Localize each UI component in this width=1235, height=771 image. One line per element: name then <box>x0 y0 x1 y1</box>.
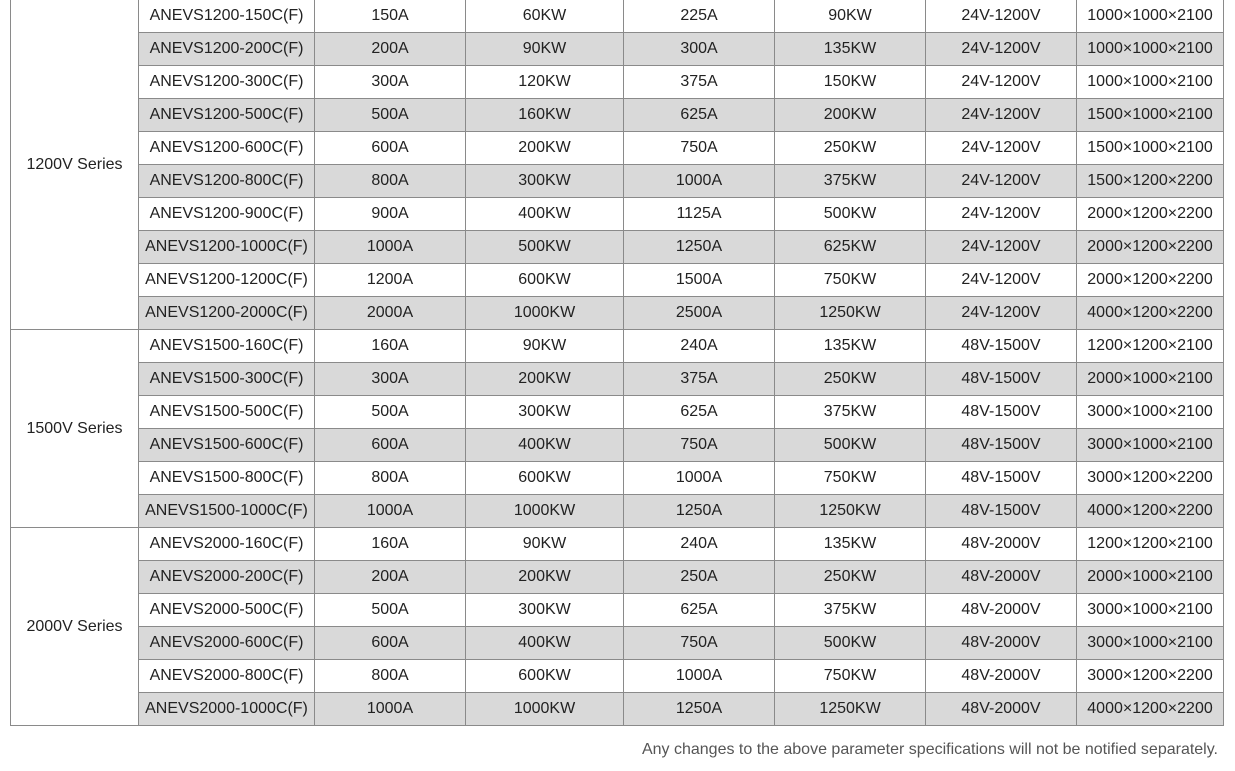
cell-current-b: 1250A <box>624 693 775 726</box>
cell-model: ANEVS1200-1200C(F) <box>139 264 315 297</box>
cell-model: ANEVS1500-600C(F) <box>139 429 315 462</box>
cell-model: ANEVS1200-800C(F) <box>139 165 315 198</box>
cell-current-b: 300A <box>624 33 775 66</box>
table-row <box>11 0 1224 33</box>
cell-voltage-range: 24V-1200V <box>926 264 1077 297</box>
series-label: 1200V Series <box>11 0 139 330</box>
cell-power-b: 500KW <box>775 627 926 660</box>
cell-model: ANEVS2000-1000C(F) <box>139 693 315 726</box>
cell-voltage-range: 24V-1200V <box>926 99 1077 132</box>
cell-voltage-range: 48V-1500V <box>926 330 1077 363</box>
cell-power-a: 400KW <box>466 627 624 660</box>
cell-current-a: 500A <box>315 594 466 627</box>
table-row <box>11 264 1224 297</box>
cell-dimensions: 4000×1200×2200 <box>1077 297 1224 330</box>
cell-power-a: 300KW <box>466 594 624 627</box>
cell-current-b: 750A <box>624 132 775 165</box>
table-row <box>11 495 1224 528</box>
cell-current-a: 1000A <box>315 495 466 528</box>
cell-dimensions: 1000×1000×2100 <box>1077 33 1224 66</box>
cell-dimensions: 1200×1200×2100 <box>1077 330 1224 363</box>
cell-voltage-range: 24V-1200V <box>926 0 1077 33</box>
cell-current-a: 160A <box>315 330 466 363</box>
cell-power-b: 500KW <box>775 429 926 462</box>
cell-current-b: 1000A <box>624 462 775 495</box>
cell-power-a: 90KW <box>466 330 624 363</box>
cell-model: ANEVS1500-500C(F) <box>139 396 315 429</box>
cell-power-a: 1000KW <box>466 495 624 528</box>
cell-current-a: 1200A <box>315 264 466 297</box>
cell-power-a: 600KW <box>466 264 624 297</box>
cell-current-b: 375A <box>624 363 775 396</box>
cell-power-a: 200KW <box>466 561 624 594</box>
cell-dimensions: 3000×1000×2100 <box>1077 429 1224 462</box>
table-row <box>11 660 1224 693</box>
cell-model: ANEVS2000-500C(F) <box>139 594 315 627</box>
table-row <box>11 330 1224 363</box>
cell-dimensions: 3000×1200×2200 <box>1077 462 1224 495</box>
cell-voltage-range: 48V-1500V <box>926 462 1077 495</box>
cell-current-b: 1500A <box>624 264 775 297</box>
cell-dimensions: 2000×1200×2200 <box>1077 231 1224 264</box>
cell-current-b: 750A <box>624 627 775 660</box>
table-row <box>11 99 1224 132</box>
cell-power-a: 400KW <box>466 429 624 462</box>
cell-power-b: 625KW <box>775 231 926 264</box>
spec-table-body <box>11 0 1224 726</box>
cell-model: ANEVS1200-1000C(F) <box>139 231 315 264</box>
spec-table <box>10 0 1224 726</box>
cell-voltage-range: 48V-1500V <box>926 396 1077 429</box>
table-row <box>11 132 1224 165</box>
cell-power-b: 500KW <box>775 198 926 231</box>
cell-current-b: 1125A <box>624 198 775 231</box>
cell-current-a: 500A <box>315 99 466 132</box>
cell-power-a: 90KW <box>466 528 624 561</box>
table-row <box>11 693 1224 726</box>
cell-dimensions: 3000×1000×2100 <box>1077 594 1224 627</box>
cell-current-a: 600A <box>315 429 466 462</box>
cell-current-b: 1000A <box>624 660 775 693</box>
cell-dimensions: 3000×1200×2200 <box>1077 660 1224 693</box>
cell-model: ANEVS1500-1000C(F) <box>139 495 315 528</box>
cell-current-b: 1250A <box>624 495 775 528</box>
series-label: 2000V Series <box>11 528 139 726</box>
cell-current-a: 300A <box>315 66 466 99</box>
table-row <box>11 561 1224 594</box>
table-row <box>11 363 1224 396</box>
cell-voltage-range: 48V-2000V <box>926 693 1077 726</box>
cell-power-a: 400KW <box>466 198 624 231</box>
cell-current-b: 250A <box>624 561 775 594</box>
cell-dimensions: 1500×1000×2100 <box>1077 132 1224 165</box>
cell-power-b: 135KW <box>775 528 926 561</box>
cell-dimensions: 1500×1200×2200 <box>1077 165 1224 198</box>
cell-current-a: 600A <box>315 132 466 165</box>
cell-power-a: 500KW <box>466 231 624 264</box>
cell-power-b: 750KW <box>775 264 926 297</box>
cell-model: ANEVS1500-800C(F) <box>139 462 315 495</box>
table-row <box>11 33 1224 66</box>
cell-dimensions: 4000×1200×2200 <box>1077 495 1224 528</box>
cell-power-b: 135KW <box>775 33 926 66</box>
cell-model: ANEVS1200-200C(F) <box>139 33 315 66</box>
table-row <box>11 231 1224 264</box>
cell-dimensions: 1000×1000×2100 <box>1077 0 1224 33</box>
cell-power-a: 120KW <box>466 66 624 99</box>
table-row <box>11 594 1224 627</box>
cell-power-a: 300KW <box>466 396 624 429</box>
cell-current-b: 625A <box>624 396 775 429</box>
cell-model: ANEVS1200-900C(F) <box>139 198 315 231</box>
cell-power-b: 750KW <box>775 660 926 693</box>
cell-current-b: 240A <box>624 528 775 561</box>
cell-power-b: 250KW <box>775 132 926 165</box>
cell-current-b: 750A <box>624 429 775 462</box>
cell-current-a: 200A <box>315 561 466 594</box>
cell-dimensions: 2000×1000×2100 <box>1077 561 1224 594</box>
cell-dimensions: 2000×1200×2200 <box>1077 264 1224 297</box>
cell-power-a: 1000KW <box>466 693 624 726</box>
cell-power-b: 375KW <box>775 396 926 429</box>
cell-dimensions: 3000×1000×2100 <box>1077 396 1224 429</box>
cell-power-a: 90KW <box>466 33 624 66</box>
cell-current-a: 800A <box>315 165 466 198</box>
cell-model: ANEVS2000-600C(F) <box>139 627 315 660</box>
cell-model: ANEVS2000-160C(F) <box>139 528 315 561</box>
table-row <box>11 627 1224 660</box>
cell-current-a: 160A <box>315 528 466 561</box>
cell-current-a: 800A <box>315 660 466 693</box>
cell-power-a: 1000KW <box>466 297 624 330</box>
cell-voltage-range: 48V-2000V <box>926 561 1077 594</box>
series-label: 1500V Series <box>11 330 139 528</box>
cell-current-a: 900A <box>315 198 466 231</box>
cell-power-a: 300KW <box>466 165 624 198</box>
cell-dimensions: 4000×1200×2200 <box>1077 693 1224 726</box>
table-row <box>11 165 1224 198</box>
cell-power-b: 250KW <box>775 561 926 594</box>
cell-current-b: 1250A <box>624 231 775 264</box>
cell-voltage-range: 24V-1200V <box>926 198 1077 231</box>
cell-model: ANEVS1200-2000C(F) <box>139 297 315 330</box>
cell-dimensions: 1200×1200×2100 <box>1077 528 1224 561</box>
cell-voltage-range: 24V-1200V <box>926 231 1077 264</box>
cell-current-a: 1000A <box>315 231 466 264</box>
cell-voltage-range: 24V-1200V <box>926 66 1077 99</box>
cell-power-b: 1250KW <box>775 693 926 726</box>
cell-current-b: 225A <box>624 0 775 33</box>
cell-current-b: 2500A <box>624 297 775 330</box>
cell-dimensions: 1500×1000×2100 <box>1077 99 1224 132</box>
cell-model: ANEVS2000-800C(F) <box>139 660 315 693</box>
cell-power-a: 600KW <box>466 462 624 495</box>
cell-voltage-range: 48V-1500V <box>926 429 1077 462</box>
cell-power-b: 1250KW <box>775 297 926 330</box>
table-row <box>11 429 1224 462</box>
cell-power-a: 200KW <box>466 132 624 165</box>
table-row <box>11 462 1224 495</box>
cell-power-b: 375KW <box>775 594 926 627</box>
cell-current-a: 600A <box>315 627 466 660</box>
cell-power-a: 60KW <box>466 0 624 33</box>
cell-current-a: 150A <box>315 0 466 33</box>
cell-voltage-range: 48V-1500V <box>926 363 1077 396</box>
cell-current-a: 200A <box>315 33 466 66</box>
cell-power-a: 200KW <box>466 363 624 396</box>
cell-voltage-range: 24V-1200V <box>926 33 1077 66</box>
cell-voltage-range: 24V-1200V <box>926 165 1077 198</box>
cell-voltage-range: 48V-2000V <box>926 594 1077 627</box>
cell-model: ANEVS1200-150C(F) <box>139 0 315 33</box>
cell-dimensions: 3000×1000×2100 <box>1077 627 1224 660</box>
cell-voltage-range: 24V-1200V <box>926 132 1077 165</box>
cell-current-b: 1000A <box>624 165 775 198</box>
cell-dimensions: 2000×1000×2100 <box>1077 363 1224 396</box>
cell-voltage-range: 48V-2000V <box>926 528 1077 561</box>
cell-power-a: 600KW <box>466 660 624 693</box>
table-row <box>11 297 1224 330</box>
table-row <box>11 396 1224 429</box>
cell-model: ANEVS1200-500C(F) <box>139 99 315 132</box>
cell-dimensions: 2000×1200×2200 <box>1077 198 1224 231</box>
cell-voltage-range: 48V-1500V <box>926 495 1077 528</box>
cell-power-a: 160KW <box>466 99 624 132</box>
cell-model: ANEVS1500-300C(F) <box>139 363 315 396</box>
cell-power-b: 150KW <box>775 66 926 99</box>
cell-voltage-range: 48V-2000V <box>926 627 1077 660</box>
cell-power-b: 250KW <box>775 363 926 396</box>
cell-power-b: 1250KW <box>775 495 926 528</box>
cell-current-a: 800A <box>315 462 466 495</box>
cell-model: ANEVS1500-160C(F) <box>139 330 315 363</box>
cell-current-a: 1000A <box>315 693 466 726</box>
cell-voltage-range: 48V-2000V <box>926 660 1077 693</box>
cell-voltage-range: 24V-1200V <box>926 297 1077 330</box>
cell-power-b: 135KW <box>775 330 926 363</box>
footer-note: Any changes to the above parameter specifications will not be notified separately. <box>641 741 1218 758</box>
cell-model: ANEVS1200-600C(F) <box>139 132 315 165</box>
cell-power-b: 375KW <box>775 165 926 198</box>
table-row <box>11 528 1224 561</box>
cell-power-b: 90KW <box>775 0 926 33</box>
table-row <box>11 66 1224 99</box>
table-row <box>11 198 1224 231</box>
cell-power-b: 750KW <box>775 462 926 495</box>
cell-current-b: 240A <box>624 330 775 363</box>
cell-model: ANEVS2000-200C(F) <box>139 561 315 594</box>
cell-current-a: 2000A <box>315 297 466 330</box>
cell-current-a: 500A <box>315 396 466 429</box>
cell-current-a: 300A <box>315 363 466 396</box>
cell-current-b: 625A <box>624 99 775 132</box>
cell-power-b: 200KW <box>775 99 926 132</box>
cell-model: ANEVS1200-300C(F) <box>139 66 315 99</box>
cell-current-b: 375A <box>624 66 775 99</box>
cell-dimensions: 1000×1000×2100 <box>1077 66 1224 99</box>
cell-current-b: 625A <box>624 594 775 627</box>
